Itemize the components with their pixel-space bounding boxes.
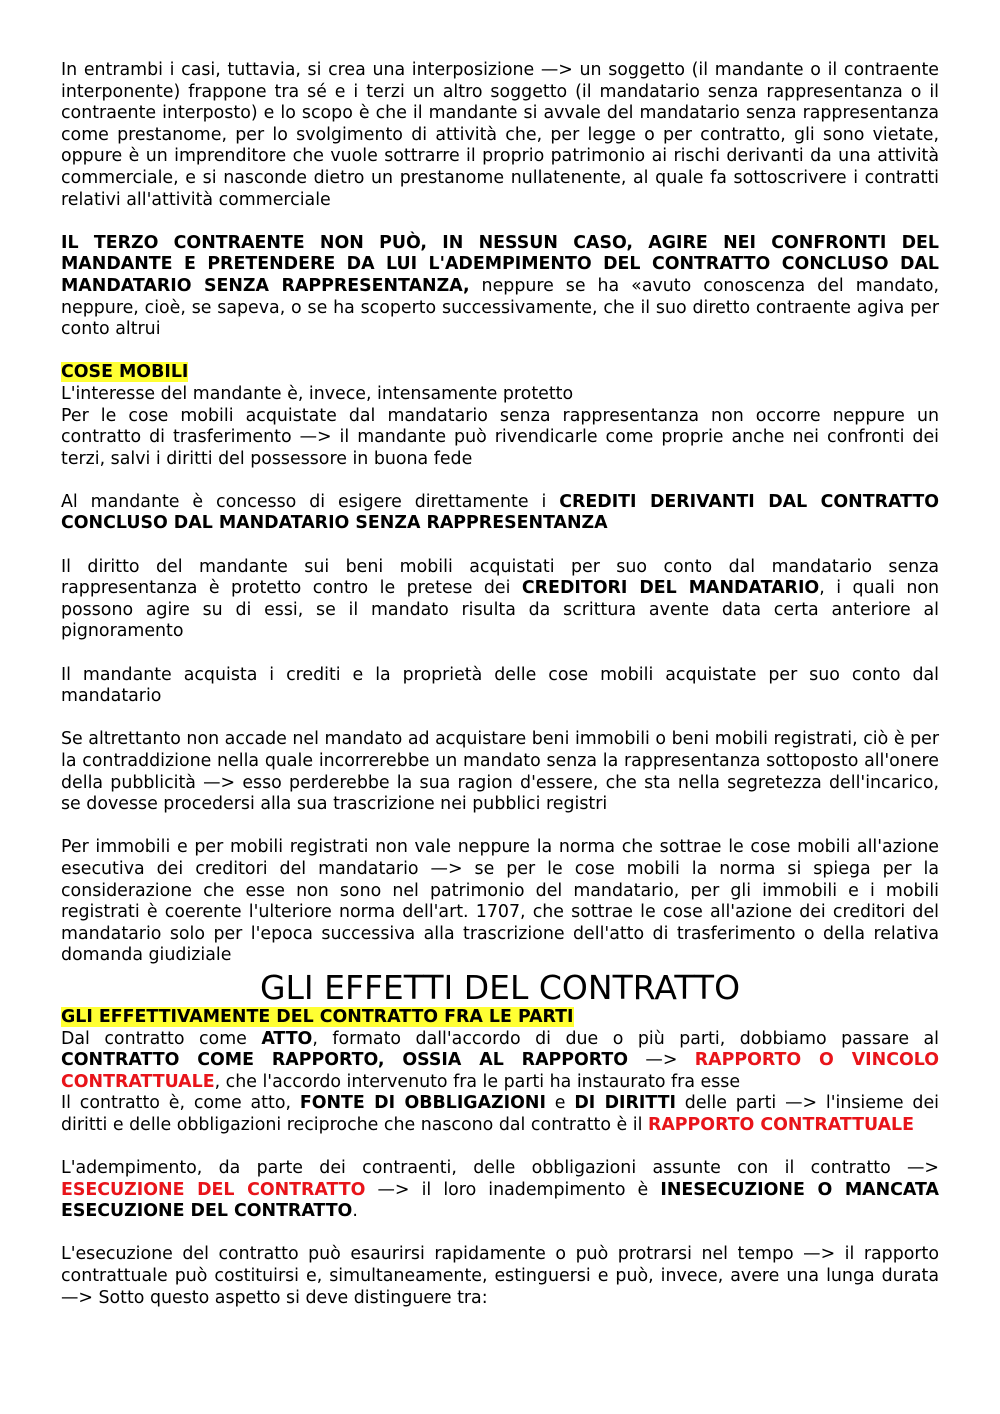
bold-fonte-obbligazioni: FONTE DI OBBLIGAZIONI: [299, 1093, 546, 1114]
text-p9-a: Dal contratto come: [61, 1028, 262, 1049]
text-p11-c: .: [352, 1201, 358, 1222]
text-p11-a: L'adempimento, da parte dei contraenti, delle obbligazioni assunte con il contratto —>: [61, 1158, 939, 1179]
text-p11-b: —> il loro inadempimento è: [365, 1179, 661, 1200]
text-p9-c: —>: [628, 1050, 695, 1071]
paragraph-crediti: [61, 492, 939, 535]
highlight-effetti: GLI EFFETTIVAMENTE DEL CONTRATTO FRA LE PARTI: [61, 1006, 574, 1027]
bold-diritti: DI DIRITTI: [574, 1093, 676, 1114]
paragraph-interposizione: In entrambi i casi, tuttavia, si crea una interposizione —> un soggetto (il mandante o il contraente interponente) frappone tra sé e i terzi un altro soggetto (il mandatario senza rappresentanza o il contraente interposto) e lo scopo è che il mandante si avvale del mandatario senza rappresentanza come prestanome, per lo svolgimento di attività che, per legge o per contratto, gli sono vietate, oppure è un imprenditore che vuole sottrarre il proprio patrimonio ai rischi derivanti da una attività commerciale, e si nasconde dietro un prestanome nullatenente, al quale fa sottoscrivere i contratti relativi all'attività commerciale: [61, 60, 939, 210]
paragraph-terzo-contraente: [61, 233, 939, 341]
highlight-cose-mobili: COSE MOBILI: [61, 362, 189, 383]
section-title: GLI EFFETTI DEL CONTRATTO: [259, 967, 741, 1007]
text-p9-b: , formato dall'accordo di due o più parti, dobbiamo passare al: [312, 1028, 939, 1049]
text-p9-d: , che l'accordo intervenuto fra le parti ha instaurato fra esse: [214, 1071, 741, 1092]
text-p10-c: delle parti —> l'insieme dei diritti e delle obbligazioni reciproche che nascono dal contratto è il: [61, 1093, 939, 1135]
paragraph-interesse-mandante: L'interesse del mandante è, invece, intensamente protetto: [61, 383, 574, 404]
bold-terzo-contraente: IL TERZO CONTRAENTE NON PUÒ, IN NESSUN CASO, AGIRE NEI CONFRONTI DEL MANDANTE E PRETENDERE DA LUI L'ADEMPIMENTO DEL CONTRATTO CONCLUSO DAL MANDATARIO SENZA RAPPRESENTANZA,: [61, 232, 939, 296]
bold-atto: ATTO: [261, 1028, 313, 1049]
document-page: [61, 60, 939, 1309]
text-crediti-intro: Al mandante è concesso di esigere direttamente i: [61, 491, 560, 512]
bold-crediti: CREDITI DERIVANTI DAL CONTRATTO CONCLUSO DAL MANDATARIO SENZA RAPPRESENTANZA: [61, 491, 940, 534]
paragraph-cose-mobili-acquistate: Per le cose mobili acquistate dal mandatario senza rappresentanza non occorre neppure un contratto di trasferimento —> il mandante può rivendicarle come proprie anche nei confronti dei terzi, salvi i diritti del possessore in buona fede: [61, 405, 939, 469]
red-rapporto-contrattuale: RAPPORTO CONTRATTUALE: [647, 1114, 914, 1135]
paragraph-adempimento: [61, 1158, 939, 1223]
paragraph-diritto-mandante: [61, 557, 939, 643]
red-rapporto-vincolo: RAPPORTO O VINCOLO CONTRATTUALE: [61, 1050, 939, 1092]
paragraph-mandante-acquista: Il mandante acquista i crediti e la proprietà delle cose mobili acquistate per suo conto dal mandatario: [61, 664, 939, 707]
bold-contratto-rapporto: CONTRATTO COME RAPPORTO, OSSIA AL RAPPORTO: [61, 1050, 629, 1071]
bold-inesecuzione: INESECUZIONE O MANCATA ESECUZIONE DEL CONTRATTO: [61, 1179, 939, 1222]
heading-cose-mobili: [61, 362, 939, 384]
paragraph-esecuzione-durata: L'esecuzione del contratto può esaurirsi rapidamente o può protrarsi nel tempo —> il rapporto contrattuale può costituirsi e, simultaneamente, estinguersi e può, invece, avere una lunga durata —> Sotto questo aspetto si deve distinguere tra:: [61, 1244, 939, 1308]
text-p10-b: e: [545, 1093, 575, 1114]
text-diritto-b: , i quali non possono agire su di essi, se il mandato risulta da scrittura avente data certa anteriore al pignoramento: [61, 578, 940, 642]
paragraph-contratto-atto: [61, 1029, 939, 1094]
text-p10-a: Il contratto è, come atto,: [61, 1093, 300, 1114]
text-diritto-a: Il diritto del mandante sui beni mobili acquistati per suo conto dal mandatario senza rappresentanza è protetto contro le pretese dei: [61, 556, 939, 599]
heading-effetti: [61, 1007, 939, 1029]
paragraph-immobili: Se altrettanto non accade nel mandato ad acquistare beni immobili o beni mobili registrati, ciò è per la contraddizione nella quale incorrerebbe un mandato senza la rappresentanza sottoposto all'onere della pubblicità —> esso perderebbe la sua ragion d'essere, che sta nella segretezza dell'incarico, se dovesse procedersi alla sua trascrizione nei pubblici registri: [61, 729, 939, 815]
text-terzo-contraente-rest: neppure se ha «avuto conoscenza del mandato, neppure, cioè, se sapeva, o se ha scoperto successivamente, che il suo diretto contraente agiva per conto altrui: [61, 275, 939, 340]
bold-creditori: CREDITORI DEL MANDATARIO: [521, 578, 820, 599]
red-esecuzione: ESECUZIONE DEL CONTRATTO: [61, 1179, 366, 1200]
paragraph-mobili-registrati: Per immobili e per mobili registrati non vale neppure la norma che sottrae le cose mobili all'azione esecutiva dei creditori del mandatario —> se per le cose mobili la norma si spiega per la considerazione che esse non sono nel patrimonio del mandatario, per gli immobili e i mobili registrati è coerente l'ulteriore norma dell'art. 1707, che sottrae le cose all'azione dei creditori del mandatario solo per l'epoca successiva alla trascrizione dell'atto di trasferimento o della relativa domanda giudiziale: [61, 837, 939, 966]
paragraph-fonte-obbligazioni: [61, 1093, 939, 1136]
